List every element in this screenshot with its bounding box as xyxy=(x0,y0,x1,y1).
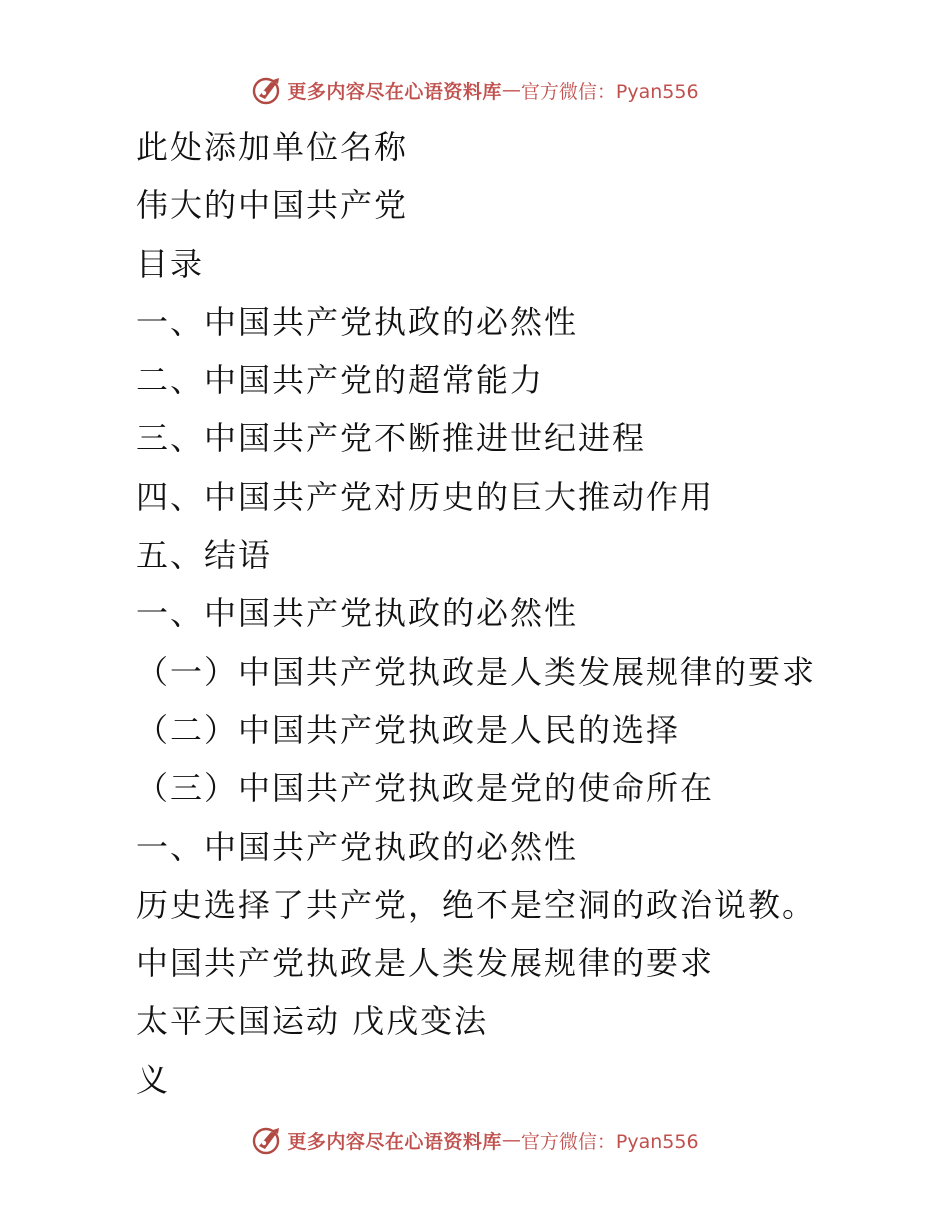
toc-item: 二、中国共产党的超常能力 xyxy=(136,361,545,400)
body-text-line: 太平天国运动 戊戌变法 xyxy=(136,1002,489,1041)
watermark-text: 更多内容尽在心语资料库 xyxy=(287,1130,502,1153)
unit-name-line: 此处添加单位名称 xyxy=(136,128,409,166)
document-title: 伟大的中国共产党 xyxy=(136,186,409,225)
toc-item: 三、中国共产党不断推进世纪进程 xyxy=(136,419,647,458)
toc-item: 五、结语 xyxy=(136,536,273,575)
subsection-item: （二）中国共产党执政是人民的选择 xyxy=(136,710,681,749)
section-heading: 一、中国共产党执政的必然性 xyxy=(136,594,579,633)
subsection-item: （三）中国共产党执政是党的使命所在 xyxy=(136,769,715,808)
body-text-line: 义 xyxy=(136,1060,171,1099)
pen-nib-circle-icon xyxy=(251,74,283,106)
toc-item: 四、中国共产党对历史的巨大推动作用 xyxy=(136,477,715,516)
watermark-contact: 官方微信：Pyan556 xyxy=(520,1130,699,1153)
watermark-separator: — xyxy=(501,1129,521,1151)
body-text-line: 中国共产党执政是人类发展规律的要求 xyxy=(136,944,715,983)
watermark-separator: — xyxy=(501,79,521,101)
subsection-item: （一）中国共产党执政是人类发展规律的要求 xyxy=(136,652,817,691)
watermark-contact: 官方微信：Pyan556 xyxy=(520,80,699,103)
section-heading: 一、中国共产党执政的必然性 xyxy=(136,827,579,866)
toc-item: 一、中国共产党执政的必然性 xyxy=(136,302,579,341)
watermark-text: 更多内容尽在心语资料库 xyxy=(287,80,502,103)
document-body xyxy=(136,118,916,1109)
pen-nib-circle-icon xyxy=(251,1124,283,1156)
footer-watermark xyxy=(0,1120,950,1160)
body-text-line: 历史选择了共产党，绝不是空洞的政治说教。 xyxy=(136,885,817,924)
header-watermark xyxy=(0,70,950,110)
toc-heading: 目录 xyxy=(136,244,205,283)
